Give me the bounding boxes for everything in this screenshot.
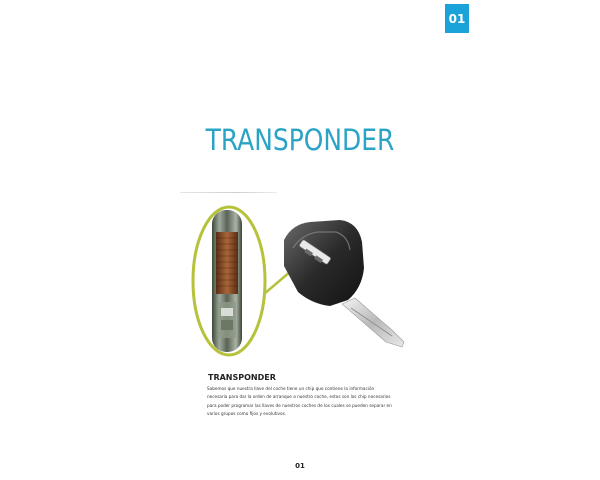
page-title: TRANSPONDER — [205, 123, 395, 157]
caption-body — [207, 385, 407, 418]
page-number: 01 — [295, 462, 305, 470]
section-tab — [445, 4, 469, 33]
caption-heading: TRANSPONDER — [208, 373, 276, 382]
section-tab-number: 01 — [448, 11, 466, 26]
divider — [180, 192, 277, 193]
caption-line: necesaria para dar la orden de arranque a nuestro coche, estos son los chip necesarios — [207, 394, 391, 400]
car-key-image — [284, 220, 404, 347]
chip-group — [193, 207, 265, 355]
caption-line: para poder programar las llaves de nuestros coches de los cuales se pueden separar en — [207, 402, 392, 408]
transponder-photo — [180, 196, 420, 371]
caption-line: Sabemos que nuestra llave del coche tiene un chip que contiene la información — [207, 386, 375, 391]
caption-line: varios grupos como fijos y evolutivos. — [207, 410, 287, 416]
